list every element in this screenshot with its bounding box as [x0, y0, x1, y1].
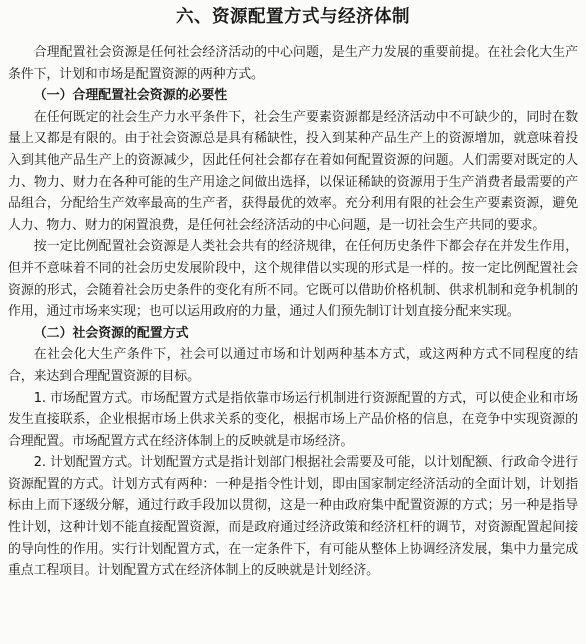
paragraph-proportional-allocation: 按一定比例配置社会资源是人类社会共有的经济规律，在任何历史条件下都会存在并发生作用，但并不意味着不同的社会历史发展阶段中，这个规律借以实现的形式是一样的。按一定比例配置社会资源的形式，会随着社会历史条件的变化有所不同。它既可以借助价格机制、供求机制和竞争机制的作用，通过市场来实现；也可以运用政府的力量，通过人们预先制订计划直接分配来实现。 [8, 239, 578, 320]
intro-paragraph: 合理配置社会资源是任何社会经济活动的中心问题，是生产力发展的重要前提。在社会化大生产条件下，计划和市场是配置资源的两种方式。 [8, 45, 578, 82]
section-heading-allocation-methods: （二）社会资源的配置方式 [33, 325, 189, 341]
paragraph-planned-allocation: 2. 计划配置方式。计划配置方式是指计划部门根据社会需要及可能，以计划配额、行政命令进行资源配置的方式。计划方式有两种：一种是指令性计划，即由国家制定经济活动的全面计划，计划指标由上而下逐级分解，通过行政手段加以贯彻，这是一种由政府集中配置资源的方式；另一种是指导性计划，这种计划不能直接配置资源，而是政府通过经济政策和经济杠杆的调节，对资源配置起间接的导向性的作用。实行计划配置方式，在一定条件下，有可能从整体上协调经济发展，集中力量完成重点工程项目。计划配置方式在经济体制上的反映就是计划经济。 [8, 455, 578, 579]
page-title: 六、资源配置方式与经济体制 [176, 7, 410, 27]
paragraph-resource-scarcity: 在任何既定的社会生产力水平条件下，社会生产要素资源都是经济活动中不可缺少的，同时在数量上又都是有限的。由于社会资源总是具有稀缺性，投入到某种产品生产上的资源增加，就意味着投入到其他产品生产上的资源减少，因此任何社会都存在着如何配置资源的问题。人们需要对既定的人力、物力、财力在各种可能的生产用途之间做出选择，以保证稀缺的资源用于生产消费者最需要的产品组合，分配给生产效率最高的生产者，获得最优的效率。充分利用有限的社会生产要素资源，避免人力、物力、财力的闲置浪费，是任何社会经济活动的中心问题，是一切社会生产共同的要求。 [8, 109, 578, 233]
section-heading-necessity: （一）合理配置社会资源的必要性 [33, 88, 228, 104]
paragraph-two-methods: 在社会化大生产条件下，社会可以通过市场和计划两种基本方式，或这两种方式不同程度的结合，来达到合理配置资源的目标。 [8, 347, 578, 384]
paragraph-market-allocation: 1. 市场配置方式。市场配置方式是指依靠市场运行机制进行资源配置的方式，可以使企业和市场发生直接联系，企业根据市场上供求关系的变化，根据市场上产品价格的信息，在竞争中实现资源的合理配置。市场配置方式在经济体制上的反映就是市场经济。 [8, 390, 578, 449]
